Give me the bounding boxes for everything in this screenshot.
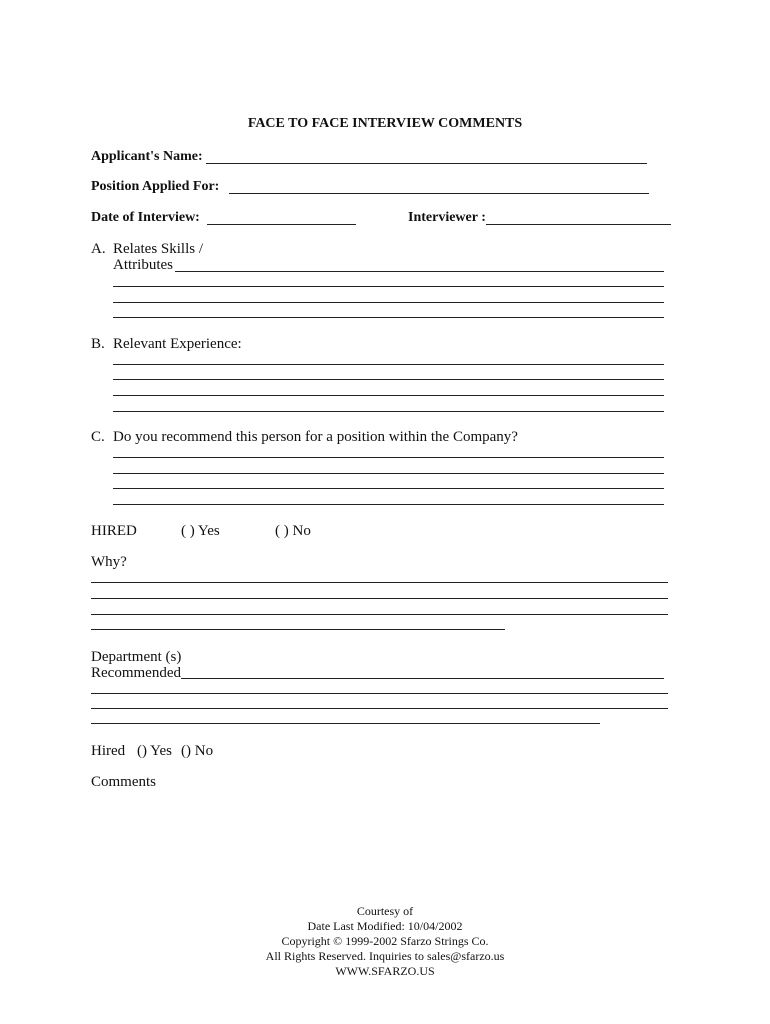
section-c-letter: C. xyxy=(91,429,105,445)
hired2-label: Hired xyxy=(91,743,126,759)
department-label-line2: Recommended xyxy=(91,665,181,681)
department-line[interactable] xyxy=(181,678,664,679)
section-a-letter: A. xyxy=(91,241,106,257)
hired2-no-option[interactable]: () No xyxy=(181,743,214,759)
footer-courtesy: Courtesy of xyxy=(356,904,414,918)
why-line[interactable] xyxy=(91,598,668,599)
hired-yes-option[interactable]: ( ) Yes xyxy=(181,523,220,539)
section-b-line[interactable] xyxy=(113,379,664,380)
date-of-interview-label: Date of Interview: xyxy=(91,210,200,225)
date-of-interview-line[interactable] xyxy=(207,224,356,225)
position-applied-line[interactable] xyxy=(229,193,649,194)
why-line[interactable] xyxy=(91,629,505,630)
section-b-label: Relevant Experience: xyxy=(113,336,242,352)
form-title: FACE TO FACE INTERVIEW COMMENTS xyxy=(247,116,523,131)
department-line[interactable] xyxy=(91,723,600,724)
interviewer-label: Interviewer : xyxy=(408,210,486,225)
footer-copyright: Copyright © 1999-2002 Sfarzo Strings Co. xyxy=(281,934,489,948)
why-label: Why? xyxy=(91,554,127,570)
comments-label: Comments xyxy=(91,774,157,790)
hired-no-option[interactable]: ( ) No xyxy=(275,523,311,539)
hired-label: HIRED xyxy=(91,523,137,539)
section-c-line[interactable] xyxy=(113,504,664,505)
applicant-name-label: Applicant's Name: xyxy=(91,149,203,164)
section-c-label: Do you recommend this person for a position within the Company? xyxy=(113,429,518,445)
section-b-line[interactable] xyxy=(113,395,664,396)
section-c-line[interactable] xyxy=(113,473,664,474)
section-a-line[interactable] xyxy=(113,317,664,318)
section-a-label-line1: Relates Skills / xyxy=(113,241,203,257)
footer-website[interactable]: WWW.SFARZO.US xyxy=(335,964,435,978)
section-a-line[interactable] xyxy=(175,271,664,272)
interviewer-line[interactable] xyxy=(486,224,671,225)
applicant-name-line[interactable] xyxy=(206,163,647,164)
section-b-line[interactable] xyxy=(113,411,664,412)
why-line[interactable] xyxy=(91,614,668,615)
footer-modified: Date Last Modified: 10/04/2002 xyxy=(307,919,463,933)
department-line[interactable] xyxy=(91,693,668,694)
position-applied-label: Position Applied For: xyxy=(91,179,220,194)
section-a-label-line2: Attributes xyxy=(113,257,173,273)
section-c-line[interactable] xyxy=(113,488,664,489)
department-line[interactable] xyxy=(91,708,668,709)
section-c-line[interactable] xyxy=(113,457,664,458)
section-b-letter: B. xyxy=(91,336,105,352)
section-a-line[interactable] xyxy=(113,286,664,287)
section-a-line[interactable] xyxy=(113,302,664,303)
why-line[interactable] xyxy=(91,582,668,583)
footer-rights: All Rights Reserved. Inquiries to sales@sfarzo.us xyxy=(265,949,505,963)
section-b-line[interactable] xyxy=(113,364,664,365)
department-label-line1: Department (s) xyxy=(91,649,182,665)
hired2-yes-option[interactable]: () Yes xyxy=(137,743,173,759)
